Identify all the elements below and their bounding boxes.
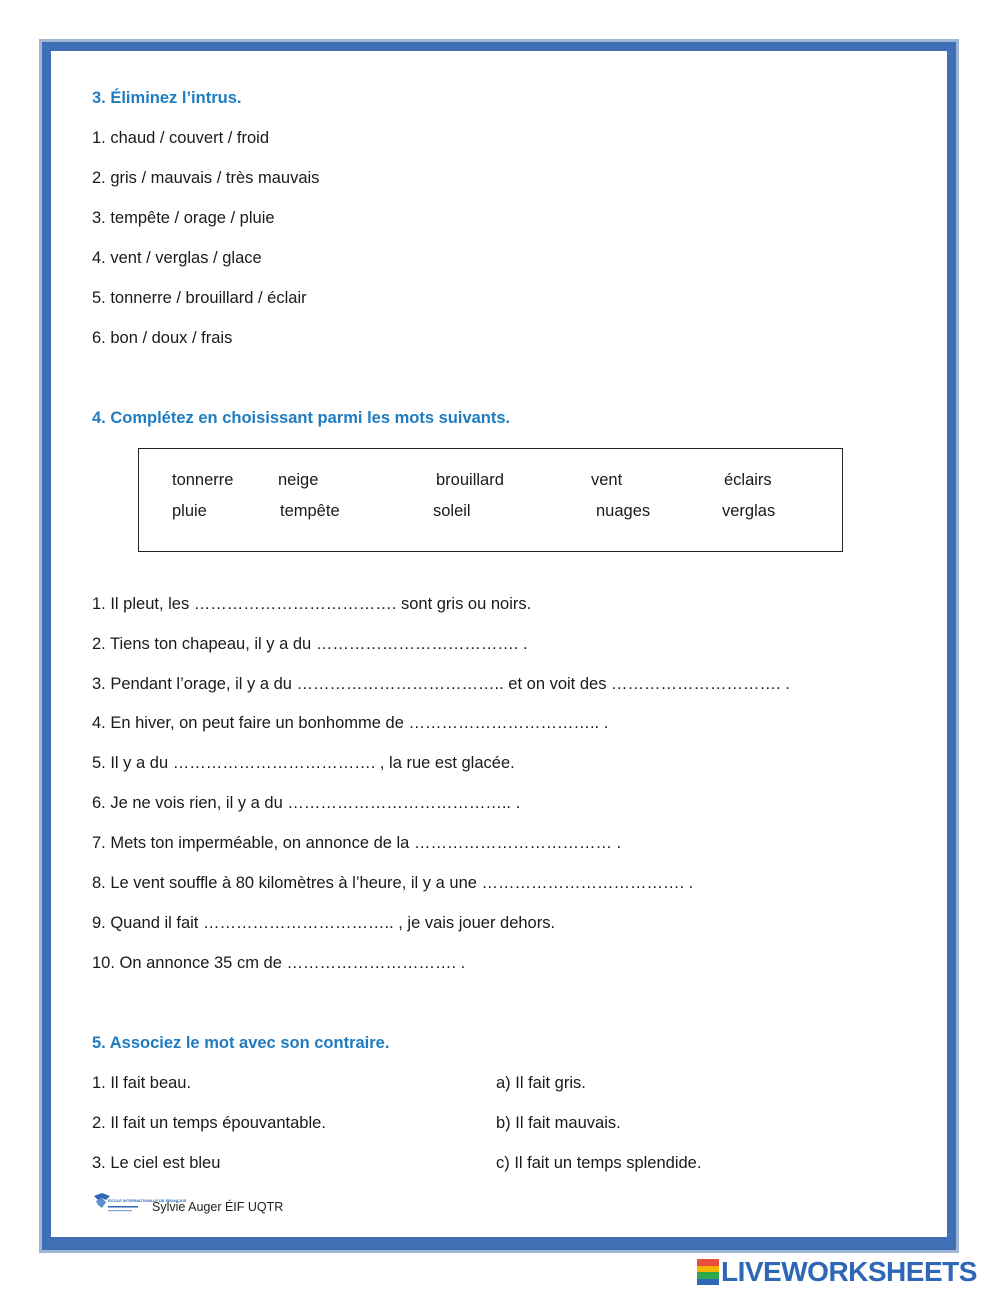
- fill-in-sentence: 7. Mets ton imperméable, on annonce de la ……………………………… .: [92, 834, 622, 852]
- match-left-item: 3. Le ciel est bleu: [92, 1154, 221, 1172]
- fill-in-sentence: 4. En hiver, on peut faire un bonhomme de …………………………….. .: [92, 714, 609, 732]
- liveworksheets-badge-icon: [697, 1259, 719, 1285]
- word-bank-word: tempête: [280, 502, 340, 520]
- fill-in-sentence: 8. Le vent souffle à 80 kilomètres à l’heure, il y a une ………………………………. .: [92, 874, 694, 892]
- liveworksheets-logo[interactable]: [697, 1257, 977, 1287]
- exercise-3-item: 6. bon / doux / frais: [92, 329, 233, 347]
- fill-in-sentence: 5. Il y a du ………………………………. , la rue est glacée.: [92, 754, 515, 772]
- exercise-3-item: 2. gris / mauvais / très mauvais: [92, 169, 320, 187]
- word-bank-word: nuages: [596, 502, 651, 520]
- match-left-item: 2. Il fait un temps épouvantable.: [92, 1114, 326, 1132]
- exercise-3-title: 3. Éliminez l’intrus.: [92, 89, 242, 107]
- school-logo: [92, 1192, 187, 1218]
- word-bank-word: tonnerre: [172, 471, 234, 489]
- exercise-3-item: 4. vent / verglas / glace: [92, 249, 262, 267]
- exercise-3-item: 3. tempête / orage / pluie: [92, 209, 275, 227]
- word-bank: [138, 448, 843, 552]
- fill-in-sentence: 2. Tiens ton chapeau, il y a du ………………………………. .: [92, 635, 528, 653]
- match-left-item: 1. Il fait beau.: [92, 1074, 192, 1092]
- word-bank-word: neige: [278, 471, 319, 489]
- fill-in-sentence: 1. Il pleut, les ………………………………. sont gris ou noirs.: [92, 595, 532, 613]
- school-logo-text: ÉCOLE INTERNATIONALE DE FRANÇAIS: [108, 1198, 187, 1203]
- match-right-item: c) Il fait un temps splendide.: [496, 1154, 702, 1172]
- liveworksheets-brand-text: LIVEWORKSHEETS: [721, 1256, 977, 1287]
- author-credit: Sylvie Auger ÉIF UQTR: [152, 1200, 284, 1214]
- fill-in-sentence: 6. Je ne vois rien, il y a du ………………………………….. .: [92, 794, 521, 812]
- fill-in-sentence: 10. On annonce 35 cm de …………………………. .: [92, 954, 466, 972]
- fill-in-sentence: 3. Pendant l’orage, il y a du ……………………………….. et on voit des …………………………. .: [92, 675, 790, 693]
- word-bank-word: brouillard: [436, 471, 504, 489]
- exercise-4-title: 4. Complétez en choisissant parmi les mots suivants.: [92, 409, 511, 427]
- word-bank-word: verglas: [722, 502, 776, 520]
- exercise-3-item: 1. chaud / couvert / froid: [92, 129, 270, 147]
- fill-in-sentence: 9. Quand il fait …………………………….. , je vais jouer dehors.: [92, 914, 556, 932]
- word-bank-word: soleil: [433, 502, 471, 520]
- exercise-5-title: 5. Associez le mot avec son contraire.: [92, 1034, 390, 1052]
- word-bank-word: pluie: [172, 502, 207, 520]
- match-right-item: a) Il fait gris.: [496, 1074, 586, 1092]
- exercise-3-item: 5. tonnerre / brouillard / éclair: [92, 289, 307, 307]
- word-bank-word: vent: [591, 471, 623, 489]
- word-bank-word: éclairs: [724, 471, 772, 489]
- match-right-item: b) Il fait mauvais.: [496, 1114, 621, 1132]
